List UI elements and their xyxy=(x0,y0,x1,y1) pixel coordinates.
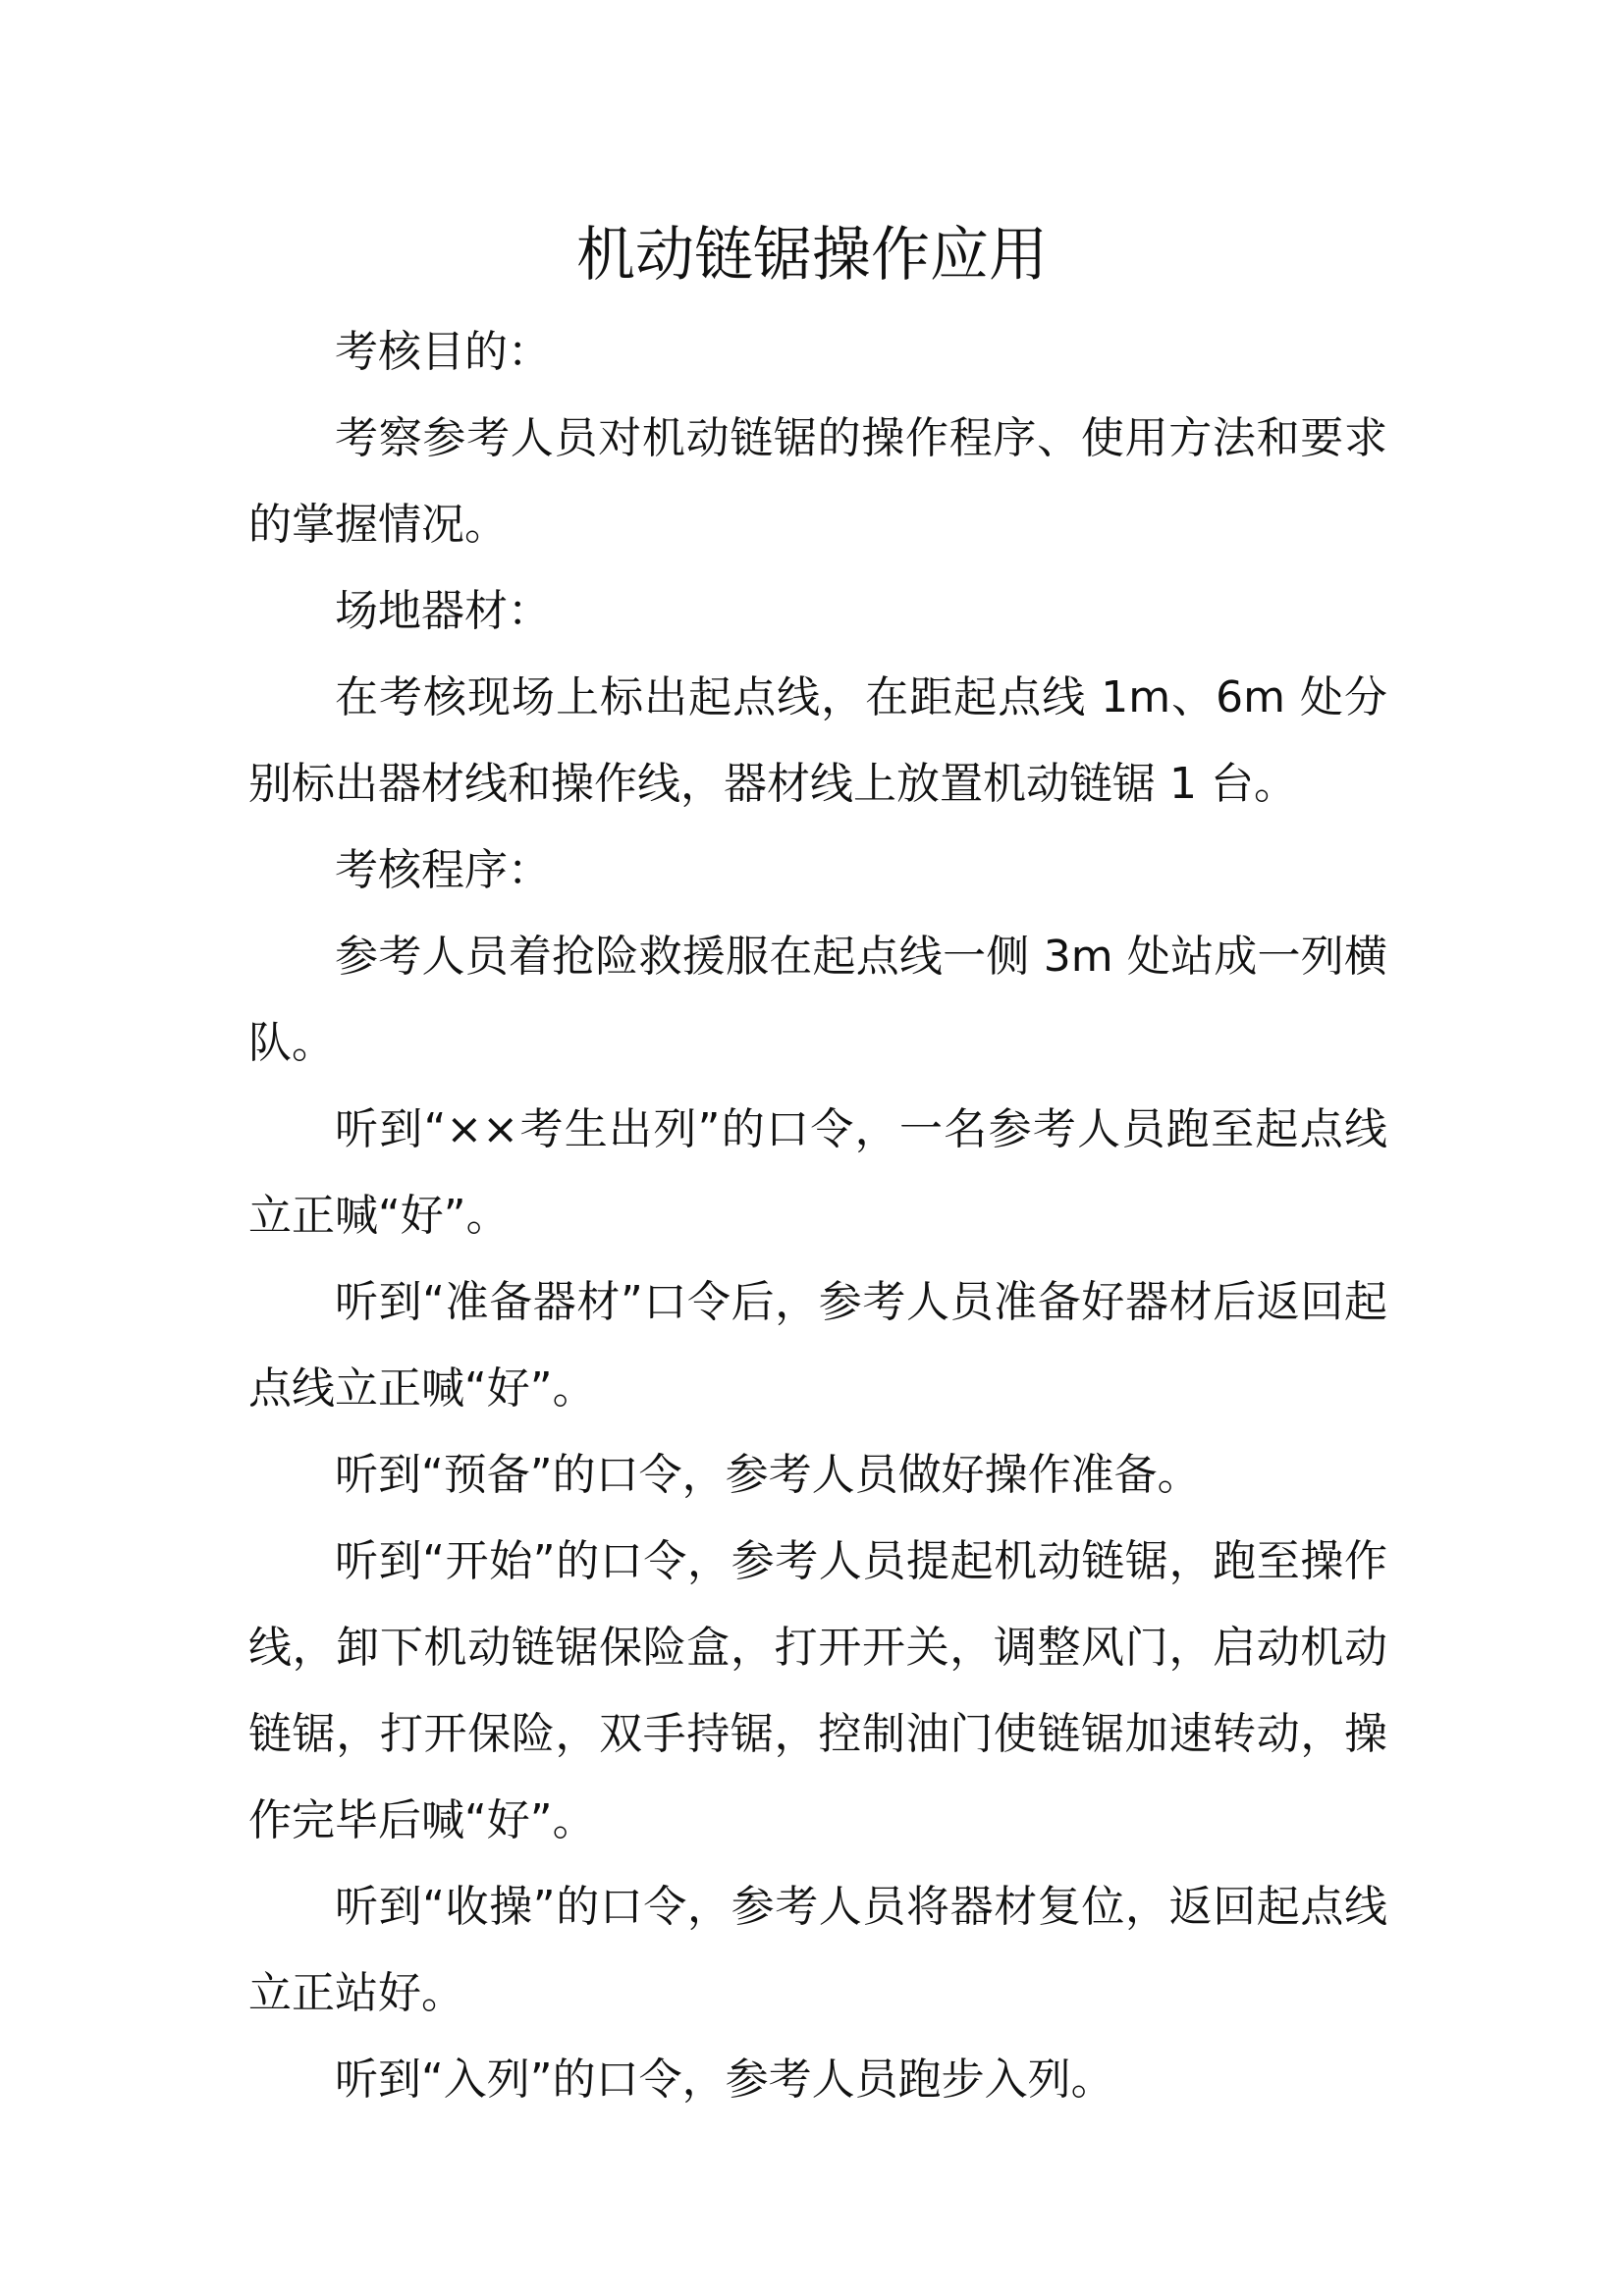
procedure-step-2: 听到“××考生出列”的口令，一名参考人员跑至起点线立正喊“好”。 xyxy=(248,1104,1387,1241)
procedure-step-1: 参考人员着抢险救援服在起点线一侧 3m 处站成一列横队。 xyxy=(248,932,1387,1068)
procedure-heading: 考核程序： xyxy=(335,845,551,895)
document-body xyxy=(248,309,1387,2123)
procedure-step-3: 听到“准备器材”口令后，参考人员准备好器材后返回起点线立正喊“好”。 xyxy=(248,1277,1387,1414)
equipment-text: 在考核现场上标出起点线，在距起点线 1m、6m 处分别标出器材线和操作线，器材线上放置机动链锯 1 台。 xyxy=(248,672,1387,809)
procedure-step-5: 听到“开始”的口令，参考人员提起机动链锯，跑至操作线，卸下机动链锯保险盒，打开开关，调整风门，启动机动链锯，打开保险，双手持锯，控制油门使链锯加速转动，操作完毕后喊“好”。 xyxy=(248,1536,1387,1845)
procedure-step-4: 听到“预备”的口令，参考人员做好操作准备。 xyxy=(335,1450,1201,1500)
procedure-step-6: 听到“收操”的口令，参考人员将器材复位，返回起点线立正站好。 xyxy=(248,1882,1387,2018)
purpose-text: 考察参考人员对机动链锯的操作程序、使用方法和要求的掌握情况。 xyxy=(248,413,1387,550)
procedure-step-7: 听到“入列”的口令，参考人员跑步入列。 xyxy=(335,2055,1114,2105)
document-title: 机动链锯操作应用 xyxy=(576,221,1048,290)
equipment-heading: 场地器材： xyxy=(335,586,551,636)
purpose-heading: 考核目的： xyxy=(335,327,551,377)
